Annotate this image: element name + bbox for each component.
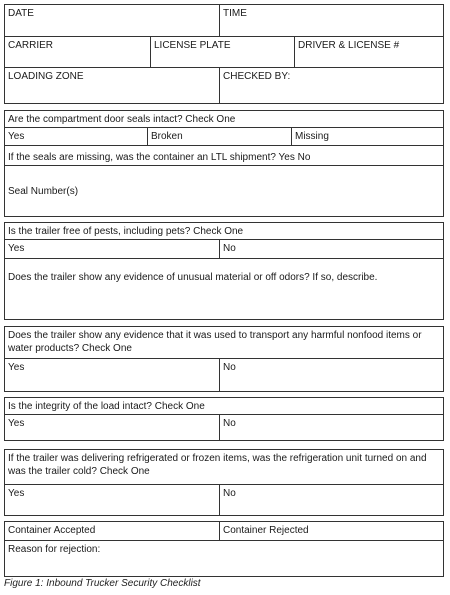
- refrigeration-option-no[interactable]: No: [219, 485, 443, 515]
- time-field[interactable]: [219, 5, 443, 36]
- decision-row: [5, 522, 443, 540]
- figure-caption: Figure 1: Inbound Trucker Security Checklist: [4, 578, 201, 589]
- time-label: TIME: [223, 8, 247, 19]
- harmful-options-row: [5, 358, 443, 391]
- header-block: [4, 4, 444, 104]
- carrier-label: CARRIER: [8, 40, 54, 51]
- loading-zone-label: LOADING ZONE: [8, 71, 84, 82]
- harmful-block: [4, 326, 444, 392]
- seals-option-yes[interactable]: Yes: [8, 131, 25, 142]
- integrity-question: Is the integrity of the load intact? Check One: [8, 401, 205, 412]
- seals-question: Are the compartment door seals intact? Check One: [8, 114, 236, 125]
- ltl-question[interactable]: If the seals are missing, was the container an LTL shipment? Yes No: [5, 145, 443, 165]
- pests-question: Is the trailer free of pests, including pets? Check One: [8, 226, 244, 237]
- refrigeration-options-row: [5, 484, 443, 515]
- integrity-option-yes[interactable]: Yes: [8, 418, 25, 429]
- loading-zone-field[interactable]: [5, 68, 219, 103]
- date-label: DATE: [8, 8, 34, 19]
- checked-by-field[interactable]: [219, 68, 443, 103]
- refrigeration-block: [4, 449, 444, 516]
- harmful-option-yes[interactable]: Yes: [8, 362, 25, 373]
- harmful-option-no[interactable]: No: [219, 359, 443, 391]
- pests-block: [4, 222, 444, 320]
- license-plate-label: LICENSE PLATE: [154, 40, 231, 51]
- integrity-block: [4, 397, 444, 441]
- carrier-row: [5, 36, 443, 67]
- container-accepted-option[interactable]: Container Accepted: [8, 525, 96, 536]
- odors-question-field[interactable]: Does the trailer show any evidence of unusual material or off odors? If so, describe.: [5, 258, 443, 319]
- harmful-question: Does the trailer show any evidence that it was used to transport any harmful nonfood items or water products? Check One: [8, 330, 422, 354]
- seals-option-broken[interactable]: Broken: [147, 128, 291, 145]
- seal-numbers-field[interactable]: Seal Number(s): [5, 165, 443, 216]
- driver-license-field[interactable]: [294, 37, 443, 67]
- integrity-options-row: [5, 414, 443, 440]
- loading-row: [5, 67, 443, 103]
- refrigeration-question: If the trailer was delivering refrigerated or frozen items, was the refrigeration unit turned on and was the trailer cold? Check One: [8, 453, 427, 477]
- pests-options-row: [5, 239, 443, 258]
- decision-block: [4, 521, 444, 577]
- pests-option-no[interactable]: No: [219, 240, 443, 258]
- seals-option-missing[interactable]: Missing: [291, 128, 443, 145]
- license-plate-field[interactable]: [150, 37, 294, 67]
- date-field[interactable]: [5, 5, 219, 36]
- seals-block: [4, 110, 444, 217]
- rejection-reason-field[interactable]: Reason for rejection:: [5, 540, 443, 576]
- seals-options-row: [5, 127, 443, 145]
- driver-license-label: DRIVER & LICENSE #: [298, 40, 400, 51]
- refrigeration-option-yes[interactable]: Yes: [8, 488, 25, 499]
- integrity-option-no[interactable]: No: [219, 415, 443, 440]
- pests-option-yes[interactable]: Yes: [8, 243, 25, 254]
- date-time-row: [5, 5, 443, 36]
- container-rejected-option[interactable]: Container Rejected: [219, 522, 443, 540]
- carrier-field[interactable]: [5, 37, 150, 67]
- checked-by-label: CHECKED BY:: [223, 71, 291, 82]
